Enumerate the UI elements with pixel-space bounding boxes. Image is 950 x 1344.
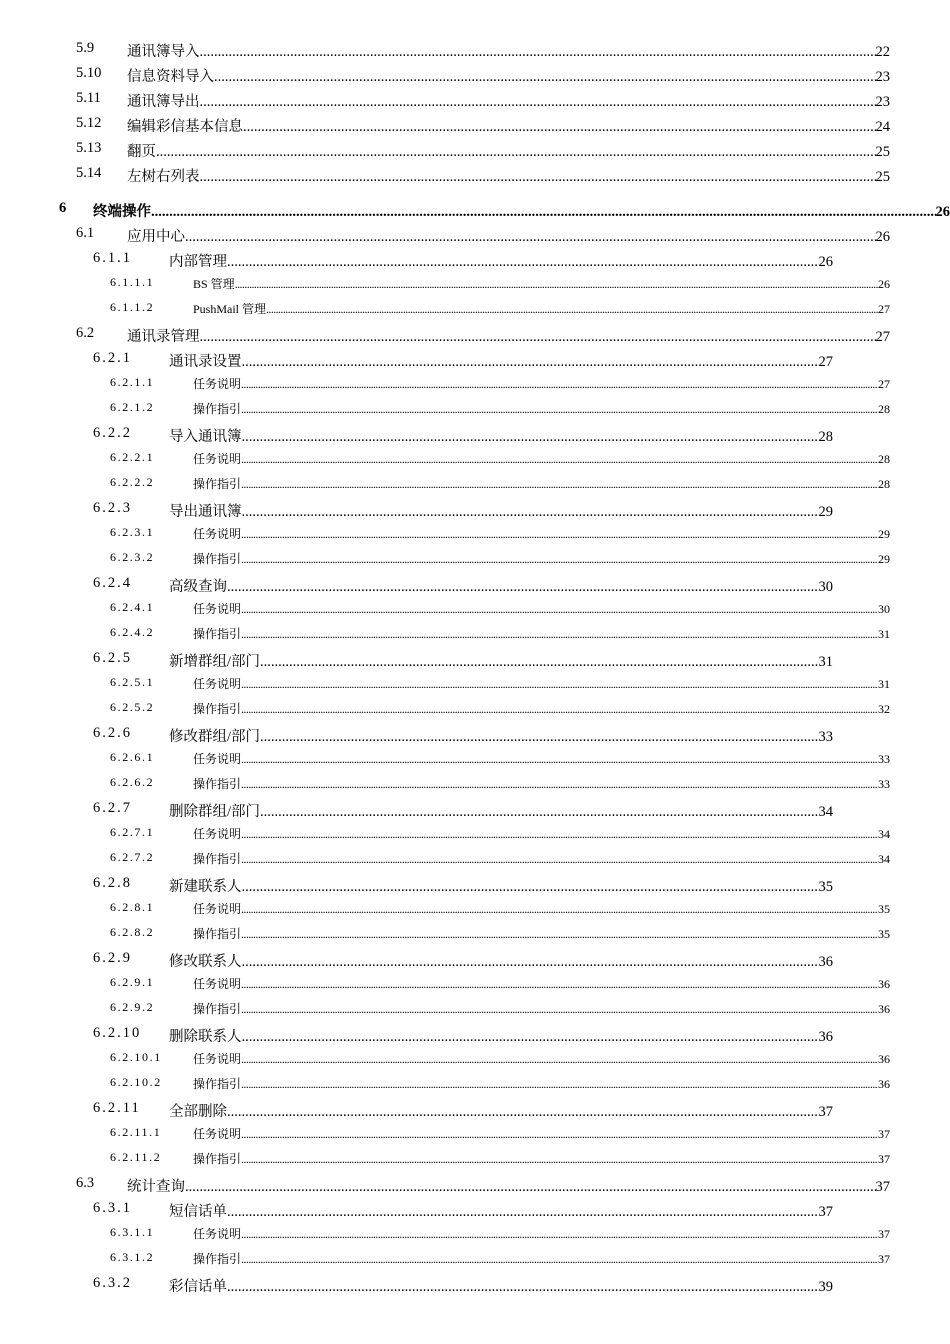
toc-entry[interactable] <box>0 700 890 725</box>
toc-entry-number: 6.1.1.1 <box>110 275 155 289</box>
toc-entry-number: 5.13 <box>76 140 102 156</box>
toc-entry-number: 6.2.6 <box>93 725 132 741</box>
toc-entry-page-number: 35 <box>878 902 890 916</box>
toc-dot-leader <box>266 302 878 317</box>
toc-entry-page-number: 36 <box>878 1052 890 1066</box>
toc-entry[interactable] <box>0 140 890 165</box>
toc-entry-number: 6.2.4.2 <box>110 625 155 639</box>
toc-entry-page-number: 34 <box>878 852 890 866</box>
toc-entry-page-number: 36 <box>878 1002 890 1016</box>
toc-entry-number: 6.2.8.2 <box>110 925 155 939</box>
toc-entry-number: 6.2.8.1 <box>110 900 155 914</box>
toc-entry-page-number: 22 <box>875 44 890 60</box>
toc-entry-title: 操作指引 <box>193 1152 242 1166</box>
toc-entry-number: 6.2.10 <box>93 1025 142 1041</box>
toc-entry-page-number: 23 <box>875 94 890 110</box>
toc-entry[interactable] <box>0 250 833 275</box>
toc-entry[interactable] <box>0 725 833 750</box>
toc-entry[interactable] <box>0 800 833 825</box>
toc-entry-number: 6.2.5.2 <box>110 700 155 714</box>
toc-entry-title: 导出通讯簿 <box>169 504 242 520</box>
toc-entry-number: 6.1.1 <box>93 250 132 266</box>
toc-entry-number: 6.2.3 <box>93 500 132 516</box>
toc-entry-number: 6.3.1 <box>93 1200 132 1216</box>
toc-entry-title: 高级查询 <box>169 579 227 595</box>
toc-entry[interactable] <box>0 1175 890 1200</box>
toc-entry[interactable] <box>0 190 950 224</box>
toc-entry-number: 6.2.10.1 <box>110 1050 162 1064</box>
toc-entry-page-number: 31 <box>818 654 833 670</box>
toc-entry[interactable] <box>0 500 833 525</box>
toc-entry-title: 任务说明 <box>193 827 242 841</box>
toc-dot-leader <box>241 627 878 642</box>
toc-entry-number: 6.1 <box>76 225 95 241</box>
toc-entry-title: 任务说明 <box>193 1052 242 1066</box>
toc-dot-leader <box>242 1029 819 1046</box>
toc-entry-page-number: 30 <box>818 579 833 595</box>
toc-entry-page-number: 34 <box>878 827 890 841</box>
toc-dot-leader <box>241 1127 878 1142</box>
toc-entry-title: 彩信话单 <box>169 1279 227 1295</box>
toc-entry-number: 6.1.1.2 <box>110 300 155 314</box>
toc-entry-title: 任务说明 <box>193 902 242 916</box>
toc-entry-title: 操作指引 <box>193 1252 242 1266</box>
toc-entry-page-number: 29 <box>818 504 833 520</box>
toc-entry-number: 6.2.2.1 <box>110 450 155 464</box>
toc-entry-title: 修改群组/部门 <box>169 729 261 745</box>
toc-entry[interactable] <box>0 750 890 775</box>
toc-entry[interactable] <box>0 825 890 850</box>
toc-entry[interactable] <box>0 675 890 700</box>
toc-entry[interactable] <box>0 450 890 475</box>
toc-entry-title: 操作指引 <box>193 402 242 416</box>
toc-dot-leader <box>260 654 818 671</box>
toc-entry[interactable] <box>0 1000 890 1025</box>
toc-entry-page-number: 28 <box>878 452 890 466</box>
toc-entry-number: 6 <box>59 200 67 216</box>
toc-dot-leader <box>227 1204 819 1221</box>
toc-entry-title: 通讯录管理 <box>127 329 200 345</box>
toc-entry-title: 操作指引 <box>193 1077 242 1091</box>
toc-dot-leader <box>241 1077 878 1092</box>
toc-entry-page-number: 32 <box>878 702 890 716</box>
toc-dot-leader <box>227 1279 819 1296</box>
toc-dot-leader <box>200 44 876 61</box>
toc-entry-page-number: 33 <box>818 729 833 745</box>
toc-dot-leader <box>241 702 878 717</box>
toc-entry[interactable] <box>0 975 890 1000</box>
toc-dot-leader <box>185 229 876 246</box>
toc-entry-title: 操作指引 <box>193 552 242 566</box>
toc-entry-number: 6.2.2.2 <box>110 475 155 489</box>
toc-dot-leader <box>227 1104 819 1121</box>
toc-dot-leader <box>200 169 876 186</box>
toc-entry[interactable] <box>0 650 833 675</box>
toc-entry[interactable] <box>0 375 890 400</box>
toc-dot-leader <box>241 927 878 942</box>
toc-entry-title: 操作指引 <box>193 1002 242 1016</box>
toc-entry-title: 操作指引 <box>193 777 242 791</box>
toc-dot-leader <box>241 1152 878 1167</box>
toc-entry-title: 终端操作 <box>93 204 151 220</box>
toc-dot-leader <box>242 954 819 971</box>
toc-entry[interactable] <box>0 1100 833 1125</box>
toc-entry-page-number: 31 <box>878 677 890 691</box>
toc-entry[interactable] <box>0 90 890 115</box>
toc-entry-title: 任务说明 <box>193 377 242 391</box>
toc-entry[interactable] <box>0 350 833 375</box>
toc-entry-number: 6.2.5 <box>93 650 132 666</box>
toc-entry-title: 操作指引 <box>193 702 242 716</box>
toc-entry-page-number: 23 <box>875 69 890 85</box>
toc-entry-number: 6.3.1.2 <box>110 1250 155 1264</box>
toc-entry-title: 导入通讯簿 <box>169 429 242 445</box>
toc-dot-leader <box>241 402 878 417</box>
toc-dot-leader <box>242 504 819 521</box>
toc-entry[interactable] <box>0 275 890 300</box>
toc-entry-page-number: 33 <box>878 777 890 791</box>
toc-entry-number: 6.2.6.2 <box>110 775 155 789</box>
toc-dot-leader <box>200 329 876 346</box>
toc-entry[interactable] <box>0 850 890 875</box>
toc-entry-number: 5.12 <box>76 115 102 131</box>
toc-entry-number: 6.2.3.1 <box>110 525 155 539</box>
toc-entry-title: 任务说明 <box>193 677 242 691</box>
toc-entry-page-number: 35 <box>878 927 890 941</box>
toc-dot-leader <box>241 527 878 542</box>
toc-dot-leader <box>156 144 876 161</box>
toc-entry[interactable] <box>0 600 890 625</box>
toc-dot-leader <box>241 1002 878 1017</box>
toc-dot-leader <box>241 902 878 917</box>
toc-entry-number: 6.2.9.2 <box>110 1000 155 1014</box>
toc-entry-number: 5.14 <box>76 165 102 181</box>
toc-entry-number: 6.2.1.1 <box>110 375 155 389</box>
toc-entry-number: 6.3.2 <box>93 1275 132 1291</box>
toc-entry[interactable] <box>0 115 890 140</box>
toc-entry[interactable] <box>0 1150 890 1175</box>
toc-entry-page-number: 35 <box>818 879 833 895</box>
toc-entry-title: 操作指引 <box>193 927 242 941</box>
toc-entry-page-number: 26 <box>935 204 950 220</box>
toc-dot-leader <box>185 1179 876 1196</box>
toc-entry-number: 6.2.2 <box>93 425 132 441</box>
toc-entry[interactable] <box>0 400 890 425</box>
toc-entry-title: 通讯簿导出 <box>127 94 200 110</box>
toc-entry[interactable] <box>0 875 833 900</box>
toc-entry-title: 短信话单 <box>169 1204 227 1220</box>
toc-entry-page-number: 37 <box>818 1104 833 1120</box>
toc-entry-page-number: 36 <box>818 1029 833 1045</box>
toc-entry-title: 任务说明 <box>193 527 242 541</box>
toc-entry-page-number: 28 <box>878 402 890 416</box>
toc-entry-number: 6.2.7.2 <box>110 850 155 864</box>
toc-entry-page-number: 36 <box>818 954 833 970</box>
toc-entry[interactable] <box>0 1050 890 1075</box>
toc-entry-page-number: 27 <box>878 302 890 316</box>
toc-dot-leader <box>241 852 878 867</box>
toc-entry-page-number: 27 <box>875 329 890 345</box>
toc-entry-title: 任务说明 <box>193 1127 242 1141</box>
toc-entry-page-number: 37 <box>878 1127 890 1141</box>
toc-entry-title: 新增群组/部门 <box>169 654 261 670</box>
toc-entry-page-number: 34 <box>818 804 833 820</box>
toc-dot-leader <box>235 277 878 292</box>
toc-entry-number: 5.10 <box>76 65 102 81</box>
toc-entry-page-number: 39 <box>818 1279 833 1295</box>
toc-entry-number: 6.3.1.1 <box>110 1225 155 1239</box>
toc-dot-leader <box>241 377 878 392</box>
toc-entry-page-number: 24 <box>875 119 890 135</box>
toc-entry-title: 翻页 <box>127 144 156 160</box>
toc-dot-leader <box>241 1227 878 1242</box>
toc-entry-title: 通讯录设置 <box>169 354 242 370</box>
toc-dot-leader <box>241 477 878 492</box>
toc-entry-page-number: 36 <box>878 977 890 991</box>
toc-entry-title: 删除联系人 <box>169 1029 242 1045</box>
toc-dot-leader <box>242 879 819 896</box>
toc-entry[interactable] <box>0 1075 890 1100</box>
toc-entry-page-number: 25 <box>875 144 890 160</box>
toc-entry-number: 6.2.11.1 <box>110 1125 162 1139</box>
toc-entry[interactable] <box>0 525 890 550</box>
toc-entry-page-number: 37 <box>878 1152 890 1166</box>
toc-entry-title: PushMail 管理 <box>193 302 267 316</box>
toc-entry-number: 6.2.10.2 <box>110 1075 162 1089</box>
toc-dot-leader <box>241 677 878 692</box>
toc-entry-page-number: 30 <box>878 602 890 616</box>
toc-dot-leader <box>241 1252 878 1267</box>
toc-entry-page-number: 37 <box>878 1252 890 1266</box>
toc-entry-number: 6.2.4 <box>93 575 132 591</box>
toc-entry[interactable] <box>0 925 890 950</box>
toc-entry[interactable] <box>0 165 890 190</box>
toc-entry-page-number: 37 <box>818 1204 833 1220</box>
toc-entry-number: 6.2.1.2 <box>110 400 155 414</box>
toc-entry-number: 6.2.8 <box>93 875 132 891</box>
toc-entry-title: 新建联系人 <box>169 879 242 895</box>
toc-entry-number: 6.2.1 <box>93 350 132 366</box>
toc-entry[interactable] <box>0 325 890 350</box>
toc-dot-leader <box>242 429 819 446</box>
toc-entry-title: 任务说明 <box>193 602 242 616</box>
toc-entry-page-number: 37 <box>875 1179 890 1195</box>
toc-entry[interactable] <box>0 900 890 925</box>
toc-entry-page-number: 25 <box>875 169 890 185</box>
toc-entry-number: 6.2.7.1 <box>110 825 155 839</box>
toc-entry[interactable] <box>0 1200 833 1225</box>
toc-dot-leader <box>260 729 818 746</box>
toc-entry-page-number: 26 <box>818 254 833 270</box>
toc-entry-number: 6.2.7 <box>93 800 132 816</box>
toc-dot-leader <box>241 777 878 792</box>
toc-entry[interactable] <box>0 950 833 975</box>
toc-entry-page-number: 27 <box>818 354 833 370</box>
toc-entry[interactable] <box>0 475 890 500</box>
toc-entry-number: 6.2.9.1 <box>110 975 155 989</box>
toc-entry-page-number: 28 <box>818 429 833 445</box>
toc-entry-page-number: 37 <box>878 1227 890 1241</box>
toc-entry-page-number: 36 <box>878 1077 890 1091</box>
toc-dot-leader <box>151 204 936 221</box>
toc-entry[interactable] <box>0 775 890 800</box>
toc-entry-number: 6.3 <box>76 1175 95 1191</box>
toc-dot-leader <box>241 552 878 567</box>
toc-entry[interactable] <box>0 1275 833 1300</box>
toc-entry-title: 操作指引 <box>193 477 242 491</box>
toc-entry-number: 6.2 <box>76 325 95 341</box>
toc-entry-number: 6.2.9 <box>93 950 132 966</box>
toc-entry-title: 应用中心 <box>127 229 185 245</box>
toc-entry-title: 编辑彩信基本信息 <box>127 119 243 135</box>
toc-dot-leader <box>227 254 819 271</box>
toc-entry-title: 修改联系人 <box>169 954 242 970</box>
toc-entry-page-number: 26 <box>878 277 890 291</box>
toc-entry-title: 操作指引 <box>193 627 242 641</box>
toc-entry[interactable] <box>0 575 833 600</box>
toc-entry-page-number: 27 <box>878 377 890 391</box>
toc-entry[interactable] <box>0 1125 890 1150</box>
toc-entry-page-number: 28 <box>878 477 890 491</box>
toc-entry-title: 通讯簿导入 <box>127 44 200 60</box>
toc-entry-title: 统计查询 <box>127 1179 185 1195</box>
toc-entry[interactable] <box>0 1025 833 1050</box>
toc-entry-page-number: 29 <box>878 527 890 541</box>
toc-entry[interactable] <box>0 550 890 575</box>
toc-dot-leader <box>241 752 878 767</box>
toc-entry-number: 6.2.11.2 <box>110 1150 162 1164</box>
toc-entry[interactable] <box>0 225 890 250</box>
toc-dot-leader <box>260 804 818 821</box>
toc-entry[interactable] <box>0 300 890 325</box>
toc-entry-page-number: 26 <box>875 229 890 245</box>
toc-entry-title: 任务说明 <box>193 452 242 466</box>
toc-dot-leader <box>241 602 878 617</box>
toc-entry-number: 5.11 <box>76 90 101 106</box>
toc-dot-leader <box>241 452 878 467</box>
toc-entry-title: 左树右列表 <box>127 169 200 185</box>
toc-entry-page-number: 31 <box>878 627 890 641</box>
toc-entry-number: 6.2.4.1 <box>110 600 155 614</box>
toc-entry-title: 任务说明 <box>193 752 242 766</box>
toc-entry-number: 6.2.3.2 <box>110 550 155 564</box>
toc-entry-page-number: 33 <box>878 752 890 766</box>
toc-entry[interactable] <box>0 40 890 65</box>
toc-entry-title: 任务说明 <box>193 1227 242 1241</box>
toc-dot-leader <box>214 69 876 86</box>
toc-entry[interactable] <box>0 65 890 90</box>
toc-dot-leader <box>243 119 876 136</box>
toc-entry-title: 信息资料导入 <box>127 69 214 85</box>
toc-entry[interactable] <box>0 1250 890 1275</box>
toc-dot-leader <box>200 94 876 111</box>
toc-entry-title: 内部管理 <box>169 254 227 270</box>
toc-entry[interactable] <box>0 1225 890 1250</box>
toc-entry-number: 6.2.6.1 <box>110 750 155 764</box>
toc-entry[interactable] <box>0 425 833 450</box>
toc-entry-title: 任务说明 <box>193 977 242 991</box>
toc-dot-leader <box>241 827 878 842</box>
toc-entry-page-number: 29 <box>878 552 890 566</box>
table-of-contents <box>0 40 950 1300</box>
toc-entry-number: 6.2.11 <box>93 1100 141 1116</box>
toc-entry-number: 6.2.5.1 <box>110 675 155 689</box>
toc-dot-leader <box>241 1052 878 1067</box>
toc-entry[interactable] <box>0 625 890 650</box>
toc-dot-leader <box>241 977 878 992</box>
toc-entry-title: 全部删除 <box>169 1104 227 1120</box>
toc-dot-leader <box>227 579 819 596</box>
toc-dot-leader <box>242 354 819 371</box>
toc-entry-number: 5.9 <box>76 40 95 56</box>
toc-entry-title: BS 管理 <box>193 277 235 291</box>
toc-entry-title: 删除群组/部门 <box>169 804 261 820</box>
toc-entry-title: 操作指引 <box>193 852 242 866</box>
